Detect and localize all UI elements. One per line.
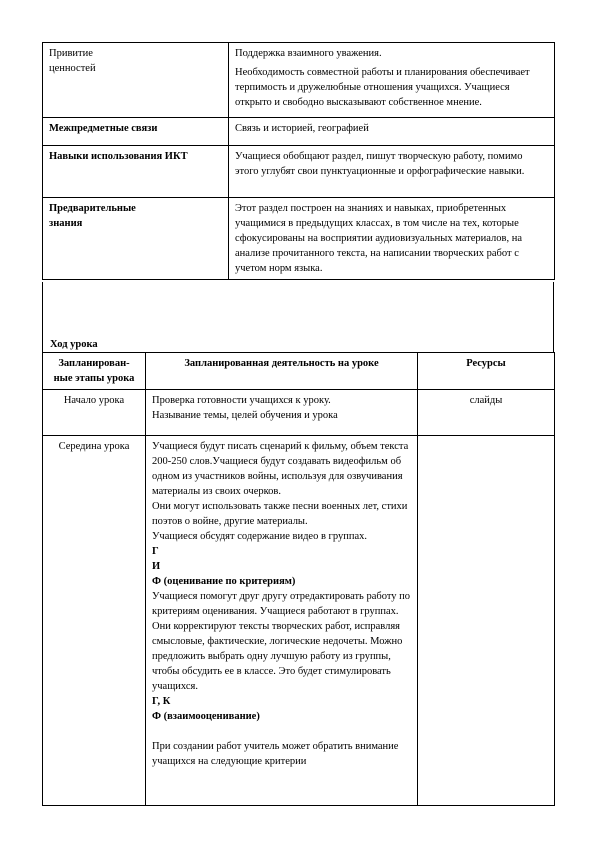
info-content: Учащиеся обобщают раздел, пишут творческую работу, помимо этого углубят свои пунктуационные и орфографические навыки. xyxy=(235,151,525,177)
info-label-cell xyxy=(43,198,229,280)
info-row xyxy=(43,198,555,280)
info-content: Поддержка взаимного уважения. xyxy=(235,48,382,59)
info-content: Связь и историей, географией xyxy=(235,123,369,134)
header-stages: Запланирован-ные этапы урока xyxy=(43,353,146,390)
activity-line: Ф (оценивание по критериям) xyxy=(152,576,296,587)
activity-cell xyxy=(146,390,418,436)
activity-line: Называние темы, целей обучения и урока xyxy=(152,410,338,421)
header-resources: Ресурсы xyxy=(418,353,555,390)
activity-line xyxy=(152,724,411,739)
info-row xyxy=(43,146,555,198)
info-label: Предварительные xyxy=(49,203,136,214)
info-label: ценностей xyxy=(49,63,96,74)
resources-cell xyxy=(418,436,555,806)
table-gap xyxy=(42,282,554,352)
info-content-cell xyxy=(229,198,555,280)
info-content-cell xyxy=(229,118,555,146)
lesson-heading: Ход урока xyxy=(50,339,98,350)
stage-cell: Середина урока xyxy=(43,436,146,806)
activity-cell xyxy=(146,436,418,806)
info-label: знания xyxy=(49,218,83,229)
lesson-plan-row xyxy=(43,436,555,806)
info-row xyxy=(43,43,555,118)
lesson-plan-table xyxy=(42,352,555,806)
activity-line: Они могут использовать также песни военных лет, стихи поэтов о войне, другие материалы. xyxy=(152,501,408,527)
activity-line: Проверка готовности учащихся к уроку. xyxy=(152,395,331,406)
info-content: Этот раздел построен на знаниях и навыках, приобретенных учащимися в предыдущих классах, в том числе на тех, которые сфокусированы на восприятии аудиовизуальных материалов, на анализе прочитанного текста, на написании творческих работ с учетом норм языка. xyxy=(235,203,523,274)
activity-line: Учащиеся помогут друг другу отредактировать работу по критериям оценивания. Учащиеся работают в группах. Они корректируют тексты творческих работ, исправляя смысловые, фактические, логические недочеты. Можно предложить выбрать одну лучшую работу из группы, чтобы обсудить ее в классе. Это будет стимулировать учащихся. xyxy=(152,591,411,692)
header-activity: Запланированная деятельность на уроке xyxy=(146,353,418,390)
lesson-plan-row xyxy=(43,390,555,436)
activity-line: Учащиеся будут писать сценарий к фильму, объем текста 200-250 слов.Учащиеся будут создавать видеофильм об одном из участников войны, используя для озвучивания материалы из своих очерков. xyxy=(152,441,409,497)
info-row xyxy=(43,118,555,146)
stage-cell: Начало урока xyxy=(43,390,146,436)
activity-line: Г, К xyxy=(152,696,171,707)
info-content-cell xyxy=(229,43,555,118)
info-label: Привитие xyxy=(49,48,93,59)
info-content-cell xyxy=(229,146,555,198)
activity-line: И xyxy=(152,561,161,572)
activity-line: Г xyxy=(152,546,159,557)
info-label-cell xyxy=(43,146,229,198)
info-label-cell xyxy=(43,118,229,146)
activity-line: Учащиеся обсудят содержание видео в группах. xyxy=(152,531,367,542)
activity-line: Ф (взаимооценивание) xyxy=(152,711,260,722)
info-content: Необходимость совместной работы и планирования обеспечивает терпимость и дружелюбные отношения учащихся. Учащиеся открыто и свободно высказывают собственное мнение. xyxy=(235,67,530,108)
lesson-info-table xyxy=(42,42,555,280)
info-label: Межпредметные связи xyxy=(49,123,158,134)
info-label: Навыки использования ИКТ xyxy=(49,151,188,162)
info-label-cell xyxy=(43,43,229,118)
resources-cell: слайды xyxy=(418,390,555,436)
lesson-plan-header-row xyxy=(43,353,555,390)
activity-line: При создании работ учитель может обратить внимание учащихся на следующие критерии xyxy=(152,741,399,767)
